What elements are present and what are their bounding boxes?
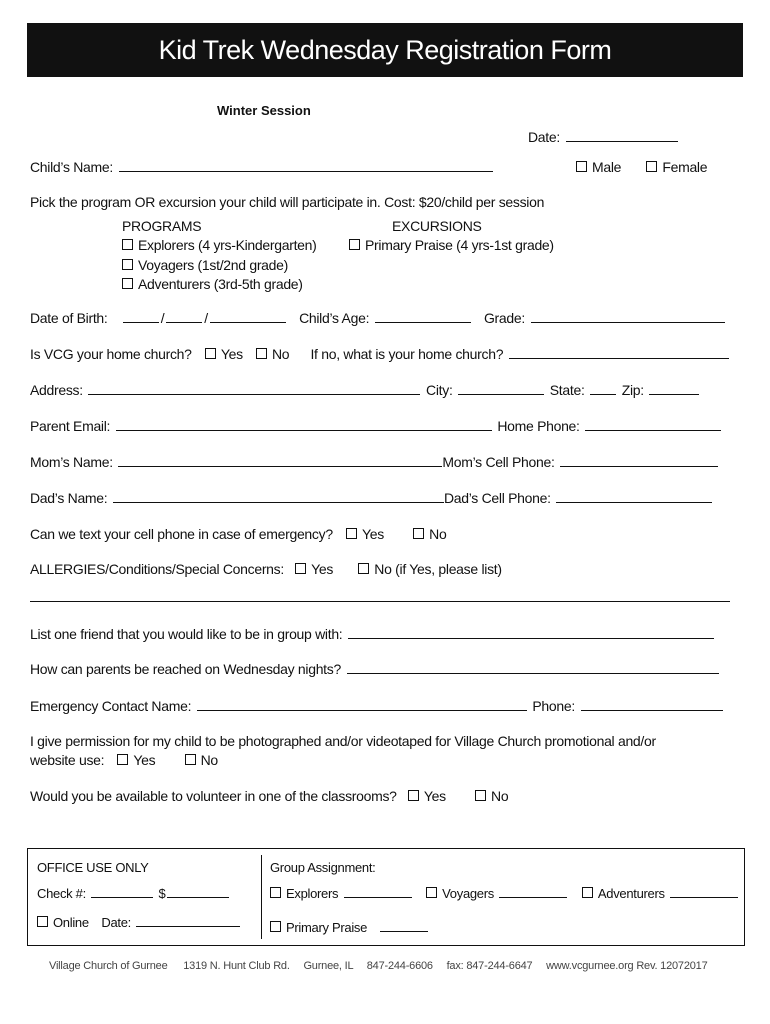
- form-title: Kid Trek Wednesday Registration Form: [27, 23, 743, 77]
- yes-label: Yes: [311, 561, 334, 577]
- allergies-list-field[interactable]: [30, 601, 730, 602]
- dob-slash: /: [204, 310, 208, 326]
- group-label: Adventurers: [597, 886, 665, 901]
- dob-month-field[interactable]: [123, 321, 159, 323]
- home-phone-field[interactable]: [585, 429, 721, 431]
- group-explorers-field[interactable]: [344, 896, 412, 898]
- allergies-no-checkbox[interactable]: [358, 563, 369, 574]
- group-label: Voyagers: [442, 886, 494, 901]
- state-label: State:: [549, 382, 585, 398]
- group-primary-praise-field[interactable]: [380, 930, 428, 932]
- no-label: No: [429, 526, 447, 542]
- text-question: Can we text your cell phone in case of emergency?: [30, 526, 333, 542]
- allergies-label: ALLERGIES/Conditions/Special Concerns:: [30, 561, 284, 577]
- group-voyagers-checkbox[interactable]: [426, 887, 437, 898]
- phone-label: Phone:: [532, 698, 575, 714]
- group-voyagers-field[interactable]: [499, 896, 567, 898]
- no-label: No: [491, 788, 509, 804]
- adventurers-checkbox[interactable]: [122, 278, 133, 289]
- no-label: No: [271, 346, 290, 362]
- footer-phone: 847-244-6606: [366, 960, 433, 972]
- footer-address: 1319 N. Hunt Club Rd.: [183, 960, 290, 972]
- check-number-field[interactable]: [91, 896, 153, 898]
- volunteer-yes-checkbox[interactable]: [408, 790, 419, 801]
- group-adventurers-checkbox[interactable]: [582, 887, 593, 898]
- office-divider: [261, 855, 262, 939]
- volunteer-row: [30, 788, 508, 804]
- reach-row: [30, 661, 721, 677]
- parent-email-label: Parent Email:: [30, 418, 111, 434]
- dad-row: [30, 490, 714, 506]
- online-row: [37, 915, 242, 930]
- group-row-1: [270, 886, 740, 901]
- footer-org: Village Church of Gurnee: [49, 960, 168, 972]
- yes-label: Yes: [133, 752, 156, 768]
- dad-cell-field[interactable]: [556, 501, 712, 503]
- volunteer-question: Would you be available to volunteer in one of the classrooms?: [30, 788, 397, 804]
- program-option-adventurers: [122, 276, 303, 292]
- mom-cell-field[interactable]: [560, 465, 718, 467]
- dollar-sign: $: [158, 886, 166, 901]
- primary-praise-checkbox[interactable]: [349, 239, 360, 250]
- city-label: City:: [426, 382, 453, 398]
- program-label: Adventurers (3rd-5th grade): [138, 276, 303, 292]
- male-label: Male: [592, 159, 622, 175]
- text-yes-checkbox[interactable]: [346, 528, 357, 539]
- date-label: Date:: [528, 129, 560, 145]
- programs-heading: PROGRAMS: [122, 218, 202, 234]
- group-label: Primary Praise: [286, 920, 368, 935]
- allergies-no-note: No (if Yes, please list): [374, 561, 502, 577]
- grade-field[interactable]: [531, 321, 725, 323]
- parent-email-field[interactable]: [116, 429, 492, 431]
- amount-field[interactable]: [167, 896, 229, 898]
- footer-web: www.vcgurnee.org Rev. 12072017: [546, 960, 708, 972]
- address-row: [30, 382, 701, 398]
- group-row-2: [270, 920, 430, 935]
- emergency-row: [30, 698, 725, 714]
- office-use-box: [27, 848, 745, 946]
- group-heading: Group Assignment:: [270, 860, 376, 875]
- age-label: Child’s Age:: [299, 310, 370, 326]
- session-label: Winter Session: [217, 103, 311, 118]
- zip-label: Zip:: [621, 382, 644, 398]
- friend-row: [30, 626, 716, 642]
- yes-label: Yes: [362, 526, 384, 542]
- child-name-label: Child’s Name:: [30, 159, 113, 175]
- female-checkbox[interactable]: [646, 161, 657, 172]
- permission-line-1: I give permission for my child to be photographed and/or videotaped for Village Church promotional and/or: [30, 733, 656, 749]
- mom-cell-label: Mom’s Cell Phone:: [442, 454, 555, 470]
- friend-label: List one friend that you would like to be in group with:: [30, 626, 343, 642]
- date-field[interactable]: [566, 140, 678, 142]
- child-name-field[interactable]: [119, 170, 493, 172]
- program-option-explorers: [122, 237, 317, 253]
- dad-name-label: Dad’s Name:: [30, 490, 108, 506]
- permission-no-checkbox[interactable]: [185, 754, 196, 765]
- no-label: No: [200, 752, 218, 768]
- grade-label: Grade:: [483, 310, 525, 326]
- excursion-option-primary-praise: [349, 237, 554, 253]
- footer-fax: fax: 847-244-6647: [446, 960, 533, 972]
- home-church-no-checkbox[interactable]: [256, 348, 267, 359]
- office-heading: OFFICE USE ONLY: [37, 860, 149, 875]
- check-label: Check #:: [37, 886, 86, 901]
- male-checkbox[interactable]: [576, 161, 587, 172]
- reach-field[interactable]: [347, 672, 719, 674]
- address-label: Address:: [30, 382, 83, 398]
- office-date-field[interactable]: [136, 925, 240, 927]
- child-name-row: [30, 159, 495, 175]
- age-field[interactable]: [375, 321, 471, 323]
- home-church-row: [30, 346, 731, 362]
- dob-row: [30, 310, 727, 326]
- zip-field[interactable]: [649, 393, 699, 395]
- emergency-phone-field[interactable]: [581, 709, 723, 711]
- mom-name-label: Mom’s Name:: [30, 454, 113, 470]
- online-label: Online: [53, 915, 89, 930]
- gender-row: [576, 159, 707, 175]
- explorers-checkbox[interactable]: [122, 239, 133, 250]
- footer: [49, 960, 708, 972]
- friend-field[interactable]: [348, 637, 714, 639]
- allergies-yes-checkbox[interactable]: [295, 563, 306, 574]
- group-primary-praise-checkbox[interactable]: [270, 921, 281, 932]
- check-row: [37, 886, 231, 901]
- program-label: Voyagers (1st/2nd grade): [138, 257, 289, 273]
- female-label: Female: [662, 159, 708, 175]
- group-adventurers-field[interactable]: [670, 896, 738, 898]
- dob-year-field[interactable]: [210, 321, 286, 323]
- emergency-label: Emergency Contact Name:: [30, 698, 192, 714]
- group-label: Explorers: [286, 886, 339, 901]
- mom-name-field[interactable]: [118, 465, 442, 467]
- home-church-yes-checkbox[interactable]: [205, 348, 216, 359]
- emergency-name-field[interactable]: [197, 709, 527, 711]
- home-church-field[interactable]: [509, 357, 729, 359]
- dad-cell-label: Dad’s Cell Phone:: [443, 490, 551, 506]
- permission-yes-checkbox[interactable]: [117, 754, 128, 765]
- dob-label: Date of Birth:: [30, 310, 108, 326]
- text-no-checkbox[interactable]: [413, 528, 424, 539]
- mom-row: [30, 454, 720, 470]
- allergies-row: [30, 561, 502, 577]
- yes-label: Yes: [220, 346, 243, 362]
- home-phone-label: Home Phone:: [497, 418, 580, 434]
- text-emergency-row: [30, 526, 446, 542]
- dad-name-field[interactable]: [113, 501, 444, 503]
- voyagers-checkbox[interactable]: [122, 259, 133, 270]
- email-row: [30, 418, 723, 434]
- date-row: [528, 129, 680, 145]
- dob-day-field[interactable]: [166, 321, 202, 323]
- state-field[interactable]: [590, 393, 616, 395]
- excursion-label: Primary Praise (4 yrs-1st grade): [365, 237, 554, 253]
- home-church-question: Is VCG your home church?: [30, 346, 192, 362]
- if-no-label: If no, what is your home church?: [310, 346, 504, 362]
- permission-line-2: website use:: [30, 752, 105, 768]
- permission-row: [30, 752, 218, 768]
- dob-slash: /: [160, 310, 165, 326]
- excursions-heading: EXCURSIONS: [392, 218, 482, 234]
- online-checkbox[interactable]: [37, 916, 48, 927]
- group-explorers-checkbox[interactable]: [270, 887, 281, 898]
- yes-label: Yes: [423, 788, 446, 804]
- program-label: Explorers (4 yrs-Kindergarten): [138, 237, 317, 253]
- program-instructions: Pick the program OR excursion your child will participate in. Cost: $20/child per session: [30, 194, 545, 210]
- volunteer-no-checkbox[interactable]: [475, 790, 486, 801]
- footer-city: Gurnee, IL: [303, 960, 354, 972]
- office-date-label: Date:: [101, 915, 131, 930]
- reach-label: How can parents be reached on Wednesday nights?: [30, 661, 341, 677]
- city-field[interactable]: [458, 393, 544, 395]
- address-field[interactable]: [88, 393, 420, 395]
- program-option-voyagers: [122, 257, 288, 273]
